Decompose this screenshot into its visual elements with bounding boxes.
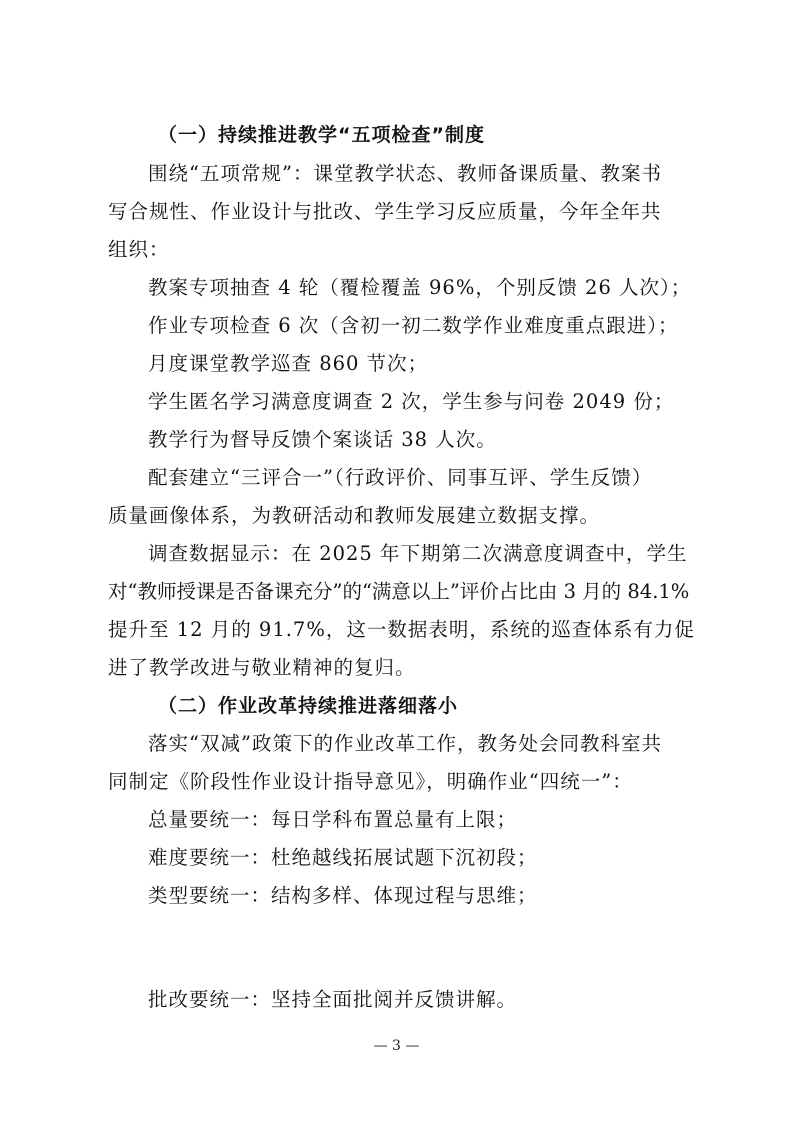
section-2-intro-line-1: 落实“双减”政策下的作业改革工作，教务处会同教科室共 (148, 732, 662, 755)
section-1-para-3-line-1: 调查数据显示：在 2025 年下期第二次满意度调查中，学生 (148, 542, 688, 565)
section-1-para-3-line-2: 对“教师授课是否备课充分”的“满意以上”评价占比由 3 月的 84.1% (108, 580, 690, 603)
section-1-intro-line-1: 围绕“五项常规”：课堂教学状态、教师备课质量、教案书 (148, 162, 662, 185)
page-number: — 3 — (373, 1038, 420, 1054)
list-item: 学生匿名学习满意度调查 2 次，学生参与问卷 2049 份； (148, 390, 675, 413)
section-1-heading: （一）持续推进教学“五项检查”制度 (158, 124, 485, 146)
list-item: 教案专项抽查 4 轮（覆检覆盖 96%，个别反馈 26 人次）； (148, 276, 692, 299)
section-1-para-3-line-3: 提升至 12 月的 91.7%，这一数据表明，系统的巡查体系有力促 (108, 618, 695, 641)
list-item: 月度课堂教学巡查 860 节次； (148, 352, 429, 375)
list-item: 类型要统一：结构多样、体现过程与思维； (148, 884, 538, 907)
section-1-para-2-line-1: 配套建立“三评合一”（行政评价、同事互评、学生反馈） (148, 466, 653, 489)
section-1-intro-line-3: 组织： (108, 238, 170, 261)
section-2-intro-line-2: 同制定《阶段性作业设计指导意见》，明确作业“四统一”： (108, 770, 633, 793)
list-item: 难度要统一：杜绝越线拓展试题下沉初段； (148, 846, 538, 869)
section-1-intro-line-2: 写合规性、作业设计与批改、学生学习反应质量，今年全年共 (108, 200, 662, 223)
list-item: 总量要统一：每日学科布置总量有上限； (148, 808, 518, 831)
section-2-heading: （二）作业改革持续推进落细落小 (158, 695, 459, 717)
section-1-para-2-line-2: 质量画像体系，为教研活动和教师发展建立数据支撑。 (108, 504, 601, 527)
section-1-para-3-line-4: 进了教学改进与敬业精神的复归。 (108, 656, 416, 679)
list-item: 作业专项检查 6 次（含初一初二数学作业难度重点跟进）； (148, 314, 679, 337)
list-item: 批改要统一：坚持全面批阅并反馈讲解。 (148, 988, 518, 1011)
list-item: 教学行为督导反馈个案谈话 38 人次。 (148, 428, 497, 451)
